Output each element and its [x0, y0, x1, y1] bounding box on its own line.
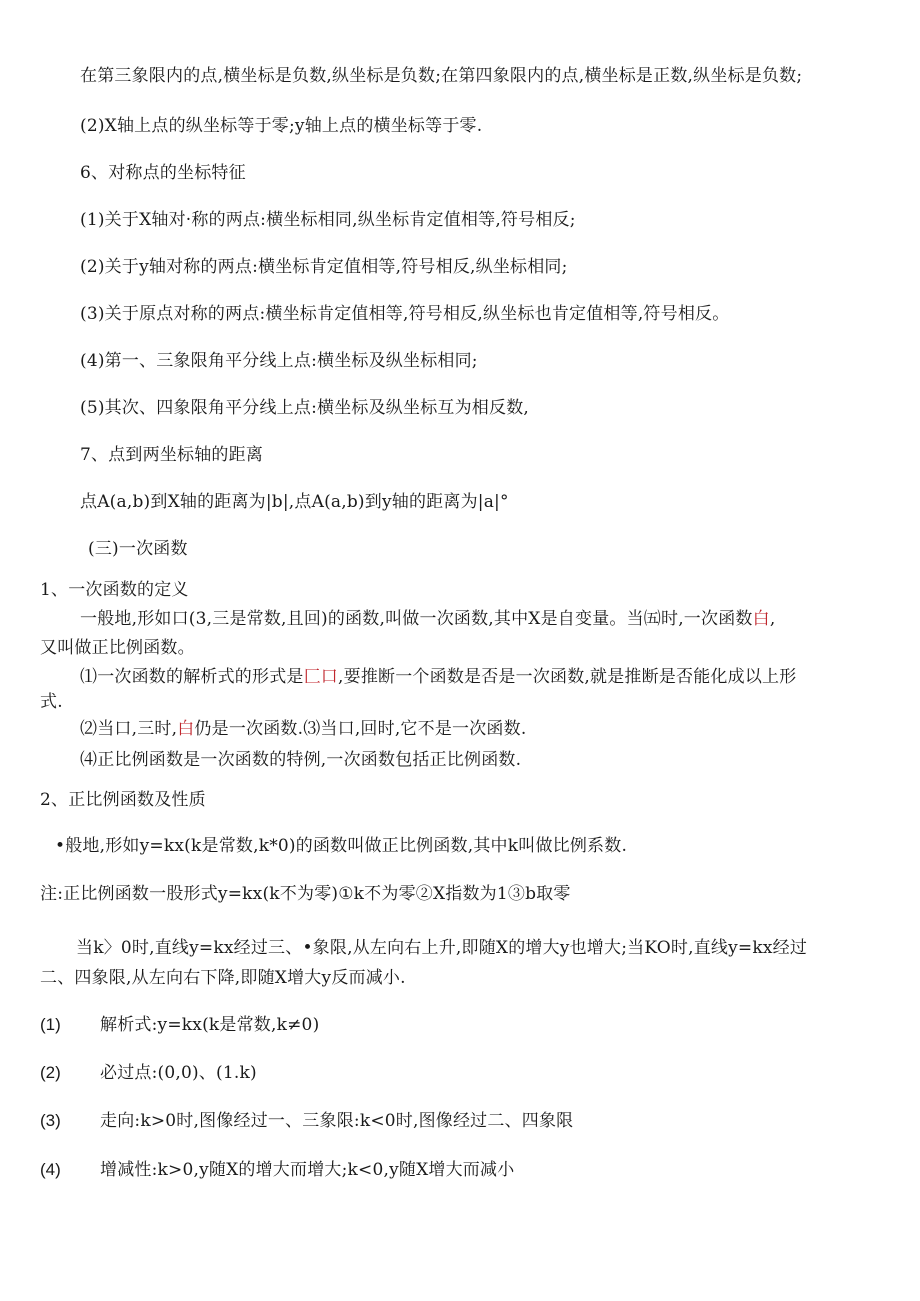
- text-line-expression-form: ⑴一次函数的解析式的形式是匚口,要推断一个函数是否是一次函数,就是推断是否能化成以上形: [80, 667, 797, 687]
- text-line-symmetry-x-axis: (1)关于X轴对·称的两点:横坐标相同,纵坐标肯定值相等,符号相反;: [80, 210, 576, 230]
- text-line-symmetry-origin: (3)关于原点对称的两点:横坐标肯定值相等,符号相反,纵坐标也肯定值相等,符号相反。: [80, 304, 730, 324]
- section-heading-proportional: 2、正比例函数及性质: [40, 790, 206, 810]
- text-line-bisector-1-3: (4)第一、三象限角平分线上点:横坐标及纵坐标相同;: [80, 351, 478, 371]
- list-item-number: (1): [40, 1015, 61, 1034]
- text-line-axis-points: (2)X轴上点的纵坐标等于零;y轴上点的横坐标等于零.: [80, 116, 483, 136]
- text-line-definition-cont: 又叫做正比例函数。: [40, 638, 195, 658]
- list-item-text: 增减性:k>0,y随X的增大而增大;k<0,y随X增大而减小: [100, 1160, 515, 1180]
- text-line-conditions: ⑵当口,三时,白仍是一次函数.⑶当口,回时,它不是一次函数.: [80, 719, 527, 739]
- list-item-text: 必过点:(0,0)、(1.k): [100, 1063, 257, 1083]
- chapter-heading-linear-function: (三)一次函数: [88, 539, 188, 559]
- text-line-k-positive: 当k〉0时,直线y=kx经过三、•象限,从左向右上升,即随X的增大y也增大;当KO时,直线y=kx经过: [76, 938, 808, 958]
- section-heading-symmetric-points: 6、对称点的坐标特征: [80, 163, 246, 183]
- list-item-number: (2): [40, 1063, 61, 1082]
- section-heading-axis-distance: 7、点到两坐标轴的距离: [80, 445, 264, 465]
- text-line-note: 注:正比例函数一股形式y=kx(k不为零)①k不为零②X指数为1③b取零: [40, 884, 571, 904]
- list-item-text: 解析式:y=kx(k是常数,k≠0): [100, 1015, 320, 1035]
- text-line-definition: 一般地,形如口(3,三是常数,且回)的函数,叫做一次函数,其中X是自变量。当㈤时,一次函数白,: [80, 609, 776, 629]
- text-line-bisector-2-4: (5)其次、四象限角平分线上点:横坐标及纵坐标互为相反数,: [80, 398, 530, 418]
- text-line-special-case: ⑷正比例函数是一次函数的特例,一次函数包括正比例函数.: [80, 750, 522, 770]
- text-line-expression-form-cont: 式.: [40, 692, 63, 712]
- text-line-k-negative: 二、四象限,从左向右下降,即随X增大y反而减小.: [40, 968, 406, 988]
- text-line-proportional-def: •般地,形如y=kx(k是常数,k*0)的函数叫做正比例函数,其中k叫做比例系数.: [55, 836, 628, 856]
- section-heading-definition: 1、一次函数的定义: [40, 580, 189, 600]
- text-line-symmetry-y-axis: (2)关于y轴对称的两点:横坐标肯定值相等,符号相反,纵坐标相同;: [80, 257, 568, 277]
- text-line-distance-formula: 点A(a,b)到X轴的距离为|b|,点A(a,b)到y轴的距离为|a|°: [80, 492, 509, 512]
- text-line-quadrant-sign: 在第三象限内的点,横坐标是负数,纵坐标是负数;在第四象限内的点,横坐标是正数,纵坐标是负数;: [80, 66, 803, 86]
- list-item-number: (3): [40, 1111, 61, 1130]
- list-item-number: (4): [40, 1160, 61, 1179]
- list-item-text: 走向:k>0时,图像经过一、三象限:k<0时,图像经过二、四象限: [100, 1111, 574, 1131]
